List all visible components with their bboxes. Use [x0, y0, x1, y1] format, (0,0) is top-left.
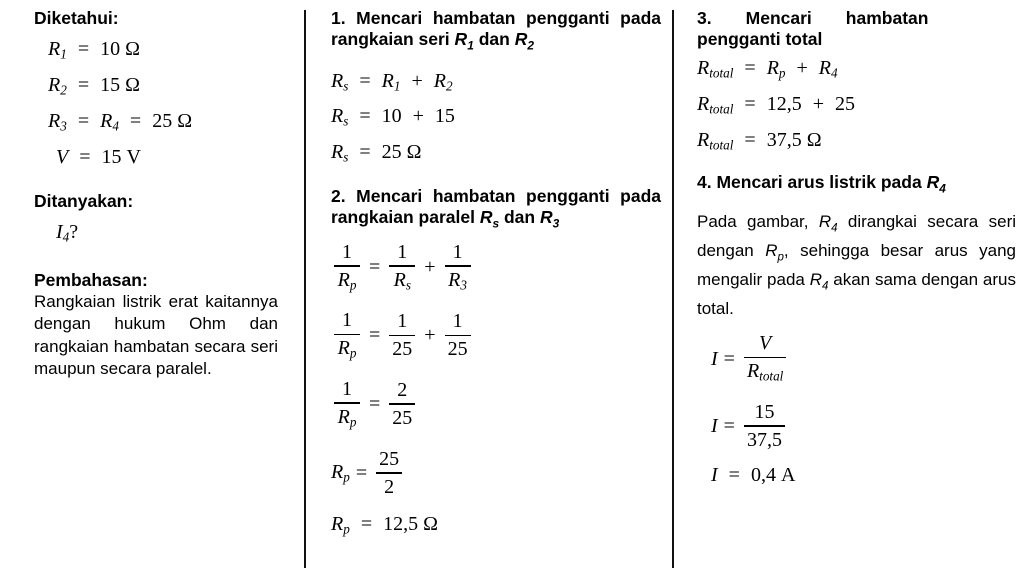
fraction-v-over-rtotal: $\frac{V}{R_{total}}$: [744, 332, 786, 384]
fraction-one-over-r3: $\frac{1}{R_3}$: [445, 241, 471, 293]
column-steps-1-2: [305, 0, 673, 576]
given-equation-r3-r4: $R_3 = R_4 = 25$ Ω: [48, 109, 193, 134]
step1-equation-1: $R_s = R_1 + R_2$: [331, 69, 453, 94]
step2-title-var1: $R_s$: [479, 207, 500, 231]
fraction-one-over-rs: $\frac{1}{R_s}$: [389, 241, 415, 293]
step1-equation-2: $R_s = 10 + 15$: [331, 105, 455, 130]
step1-equation-list: [331, 71, 661, 165]
step2-equation-2: $\frac{1}{R_p}$ = $\frac{1}{25}$ + $\frac{1}{25}$: [331, 309, 661, 361]
step3-equation-3: $R_{total} = 37,5$ Ω: [697, 128, 822, 153]
step2-title-text: Mencari hambatan pengganti pada rangkaian paralel: [331, 186, 661, 228]
step2-heading: [331, 186, 661, 235]
step4-paragraph-var2: $R_p$: [765, 241, 784, 264]
fraction-one-over-rp: $\frac{1}{R_p}$: [334, 241, 360, 293]
asked-label: Ditanyakan:: [34, 190, 134, 211]
step4-paragraph-part3: , sehingga besar arus yang mengalir pada: [697, 241, 1016, 289]
fraction-15-over-375: $\frac{15}{37,5}$: [744, 401, 785, 451]
step3-heading-line2: pengganti total: [697, 29, 823, 49]
given-equation-v: V = 15 V: [56, 145, 141, 168]
step4-title-text: Mencari arus listrik pada: [716, 171, 922, 192]
step1-number: 1.: [331, 8, 346, 28]
asked-equation: $I_4$?: [56, 220, 79, 245]
step4-title-var: $R_4$: [926, 171, 946, 196]
discussion-text: Rangkaian listrik erat kaitannya dengan hukum Ohm dan rangkaian hambatan secara seri maupun secara paralel.: [34, 291, 278, 379]
given-equation-r1: $R_1 = 10$ Ω: [48, 38, 140, 62]
step2-equation-4: $R_p$ = $\frac{25}{2}$: [331, 448, 661, 498]
given-equation-list: [34, 39, 278, 167]
step1-title-var2: $R_2$: [514, 29, 534, 53]
step2-title-conj: dan: [503, 207, 536, 228]
step3-heading: [697, 8, 1016, 50]
step1-title-var1: $R_1$: [454, 29, 474, 53]
step2-equation-3: $\frac{1}{R_p}$ = $\frac{2}{25}$: [331, 378, 661, 430]
step4-paragraph-var3: $R_4$: [809, 269, 829, 293]
fraction-two-over-25: $\frac{2}{25}$: [389, 379, 415, 429]
step1-heading: [331, 8, 661, 57]
step4-number: 4.: [697, 171, 712, 192]
fraction-one-over-25-b: $\frac{1}{25}$: [445, 310, 471, 360]
step2-title-var2: $R_3$: [539, 207, 560, 231]
step4-paragraph-var1: $R_4$: [818, 212, 838, 235]
fraction-one-over-rp-3: $\frac{1}{R_p}$: [334, 378, 360, 430]
step4-equation-1: I = $\frac{V}{R_{total}}$: [697, 332, 1016, 384]
fraction-one-over-rp-2: $\frac{1}{R_p}$: [334, 309, 360, 361]
column-steps-3-4: [673, 0, 1024, 576]
fraction-25-over-2: $\frac{25}{2}$: [376, 448, 402, 498]
step4-heading: [697, 172, 1016, 200]
step4-paragraph-part1: Pada gambar,: [697, 212, 809, 232]
step4-equation-3: I = 0,4 A: [711, 464, 796, 487]
given-equation-r2: $R_2 = 15$ Ω: [48, 73, 140, 98]
step4-paragraph: [697, 211, 1016, 320]
step2-equation-1: $\frac{1}{R_p}$ = $\frac{1}{R_s}$ + $\frac{1}{R_3}$: [331, 241, 661, 293]
step1-equation-3: $R_s = 25$ Ω: [331, 141, 422, 165]
step3-equation-1: $R_{total} = R_p + R_4$: [697, 57, 838, 81]
fraction-one-over-25-a: $\frac{1}{25}$: [389, 310, 415, 360]
step2-equation-5: $R_p = 12,5$ Ω: [331, 513, 438, 538]
step2-number: 2.: [331, 186, 346, 207]
step4-paragraph-part4: akan sama dengan arus total.: [697, 269, 1016, 318]
step1-title-conj: dan: [478, 29, 510, 49]
column-given: [0, 0, 300, 576]
step4-equation-2: I = $\frac{15}{37,5}$: [697, 401, 1016, 451]
step1-title-text: Mencari hambatan pengganti pada rangkaian seri: [331, 8, 661, 49]
step4-paragraph-part2: dirangkai secara seri dengan: [697, 212, 1017, 261]
step3-equation-2: $R_{total} = 12,5 + 25$: [697, 92, 855, 117]
step3-equation-list: [697, 58, 1016, 152]
given-label: Diketahui:: [34, 8, 119, 28]
step3-heading-line1: 3. Mencari hambatan: [697, 8, 929, 28]
discussion-label: Pembahasan:: [34, 269, 148, 290]
